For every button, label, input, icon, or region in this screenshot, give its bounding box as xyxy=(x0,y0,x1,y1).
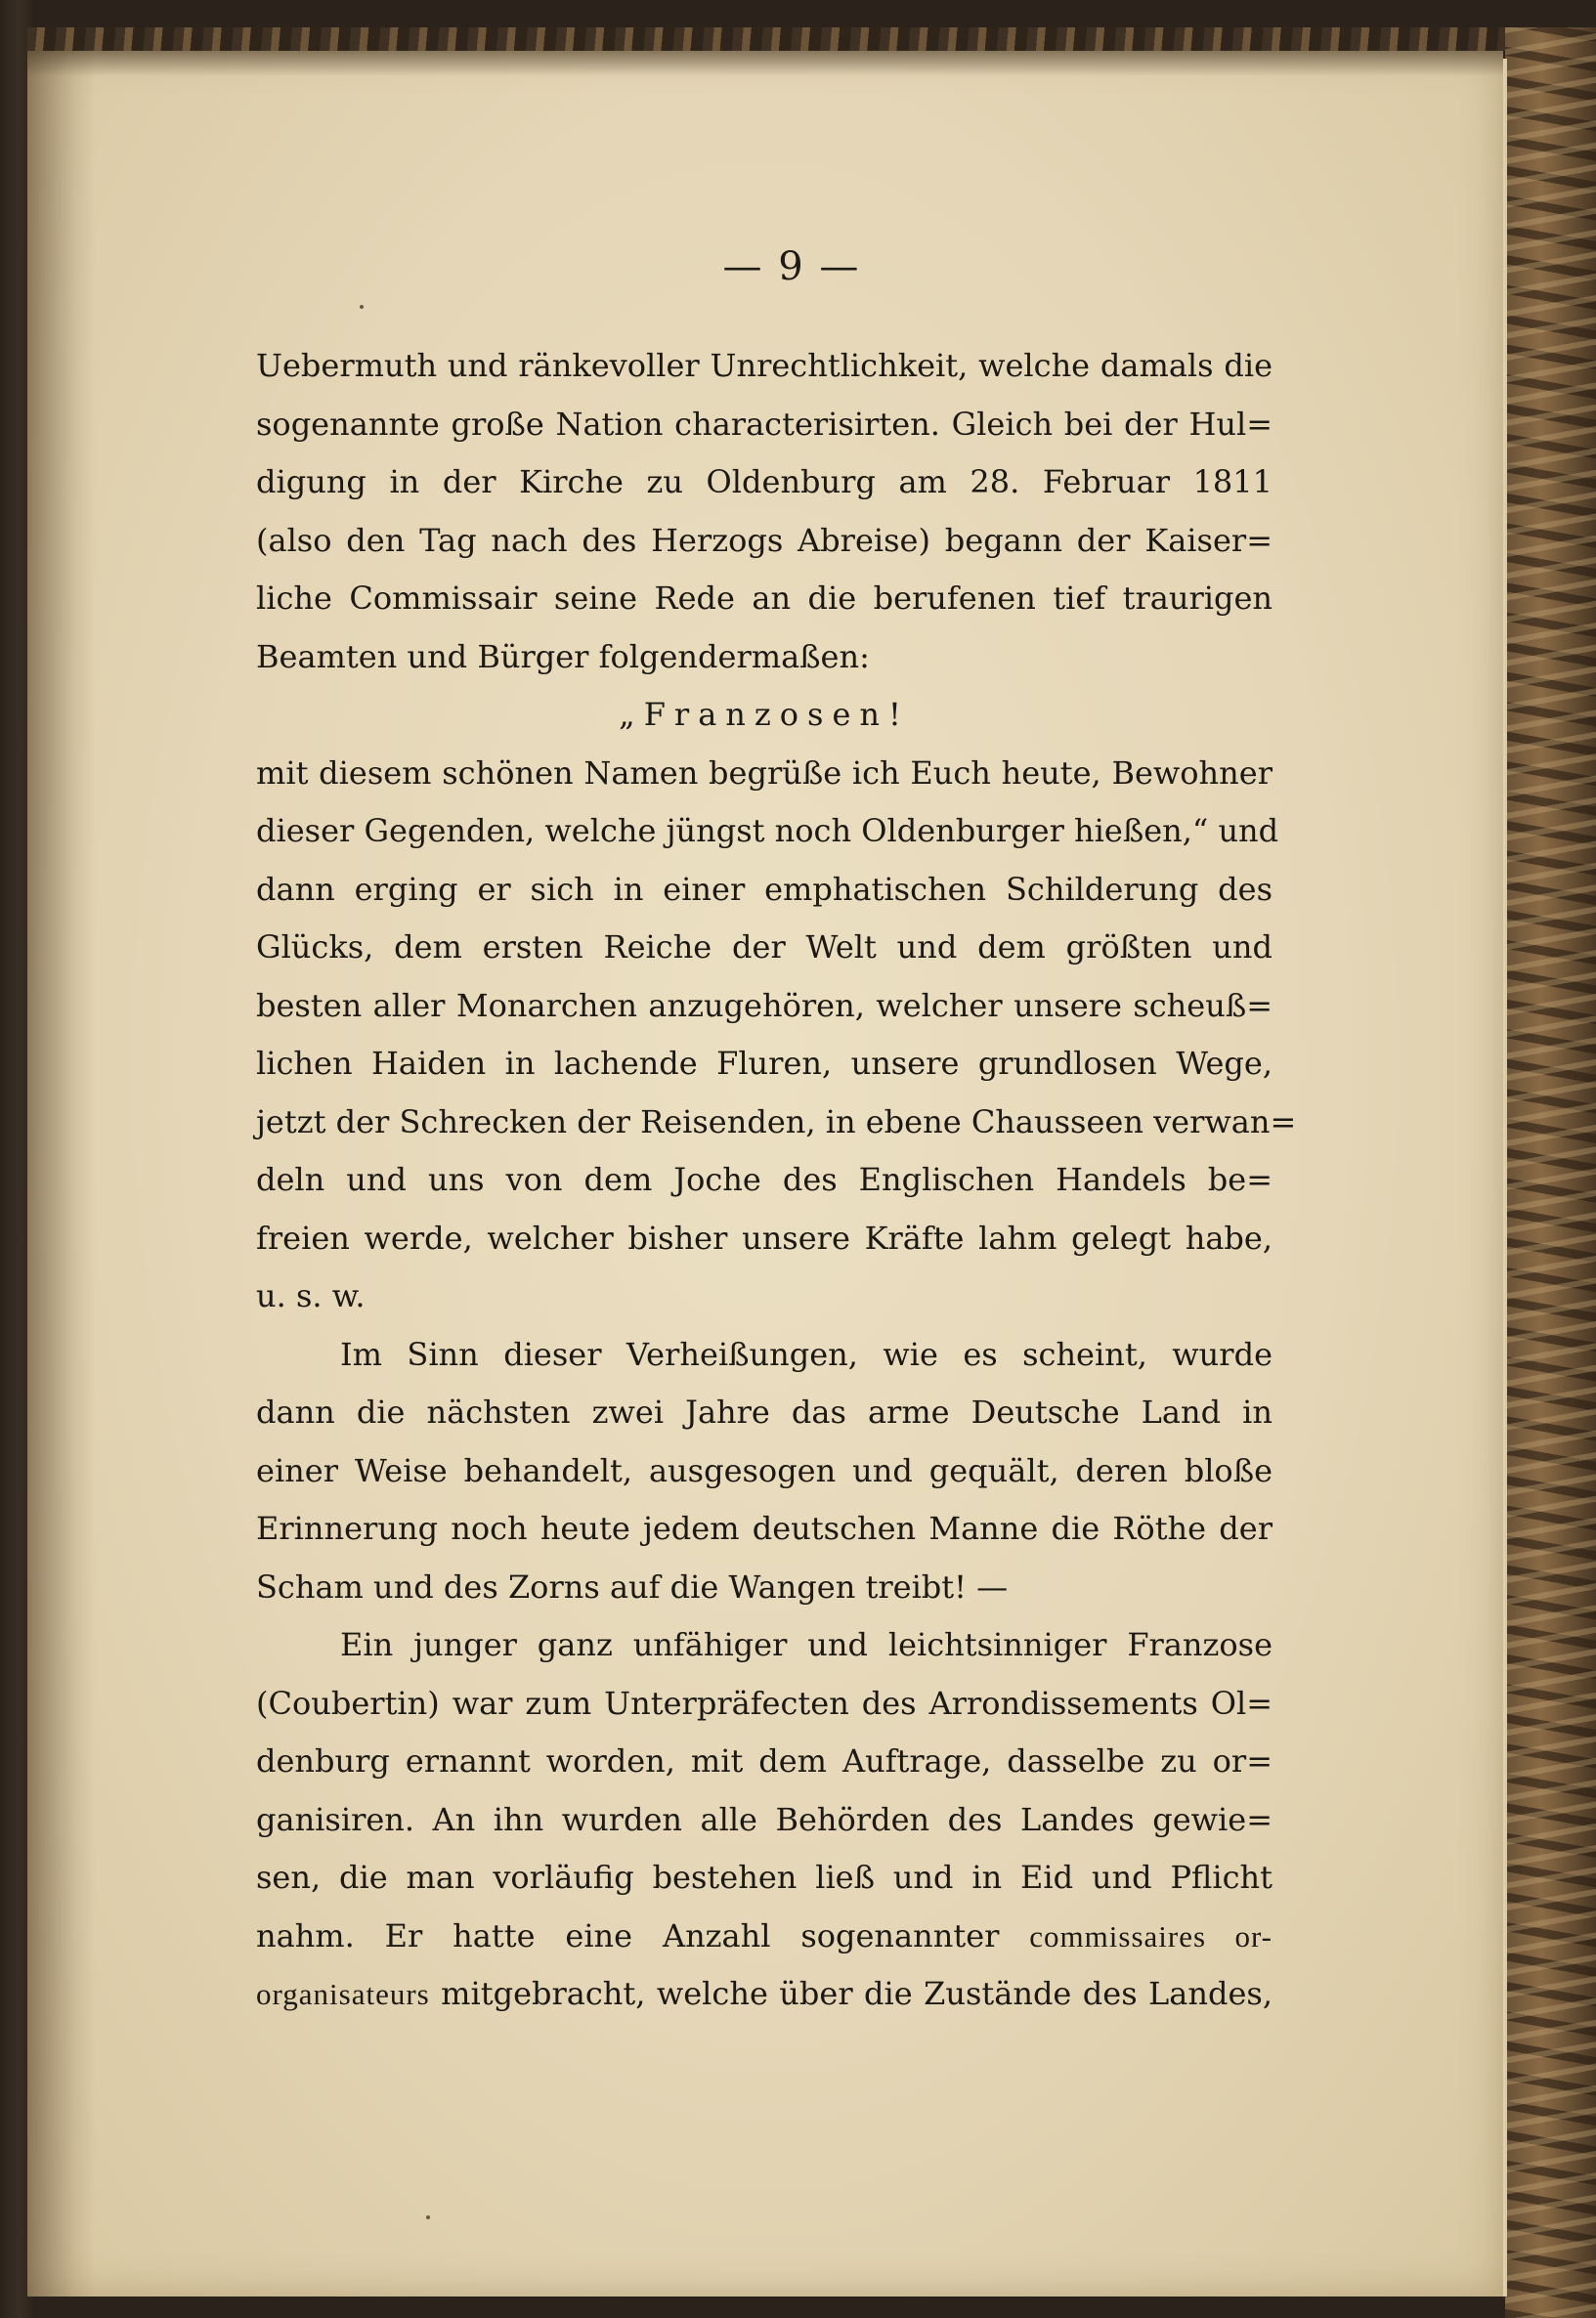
text-span: nahm. Er hatte eine Anzahl sogenannter xyxy=(256,1916,1030,1954)
text-line: dieser Gegenden, welche jüngst noch Oldenburger hießen,“ und xyxy=(256,812,1279,849)
text-line: denburg ernannt worden, mit dem Auftrage, dasselbe zu or= xyxy=(256,1742,1272,1780)
paper-speck xyxy=(426,2215,430,2219)
page-gutter xyxy=(27,51,96,2297)
text-line: freien werde, welcher bisher unsere Kräfte lahm gelegt habe, xyxy=(256,1219,1272,1257)
text-line: Glücks, dem ersten Reiche der Welt und dem größten und xyxy=(256,928,1272,966)
text-line: Uebermuth und ränkevoller Unrechtlichkeit, welche damals die xyxy=(256,347,1272,384)
text-line: „Franzosen! xyxy=(619,696,910,733)
text-line: sen, die man vorläufig bestehen ließ und in Eid und Pflicht xyxy=(256,1859,1272,1896)
text-line: u. s. w. xyxy=(256,1277,366,1314)
text-line: Erinnerung noch heute jedem deutschen Manne die Röthe der xyxy=(256,1510,1272,1547)
text-line: mit diesem schönen Namen begrüße ich Euch heute, Bewohner xyxy=(256,753,1272,792)
text-line: (Coubertin) war zum Unterpräfecten des Arrondissements Ol= xyxy=(256,1684,1272,1722)
page-top-shadow xyxy=(27,51,1503,76)
text-line: digung in der Kirche zu Oldenburg am 28. Februar 1811 xyxy=(256,463,1272,500)
text-line: einer Weise behandelt, ausgesogen und gequält, deren bloße xyxy=(256,1451,1272,1489)
text-line: lichen Haiden in lachende Fluren, unsere grundlosen Wege, xyxy=(256,1045,1272,1082)
paper-speck xyxy=(360,305,364,309)
latin-text: organisateurs xyxy=(256,1977,430,2011)
text-line: dann die nächsten zwei Jahre das arme Deutsche Land in xyxy=(256,1394,1272,1431)
text-line: Scham und des Zorns auf die Wangen treibt! — xyxy=(256,1567,1009,1606)
text-line: jetzt der Schrecken der Reisenden, in ebene Chausseen verwan= xyxy=(256,1102,1297,1140)
text-line: sogenannte große Nation characterisirten. Gleich bei der Hul= xyxy=(256,405,1272,443)
latin-text: commissaires or- xyxy=(1029,1918,1273,1953)
text-line xyxy=(256,1965,1272,2024)
text-span: mitgebracht, welche über die Zustände des Landes, xyxy=(429,1975,1272,2012)
cover-top-edge xyxy=(27,27,1591,51)
text-line xyxy=(256,1908,1272,1966)
text-line: Beamten und Bürger folgendermaßen: xyxy=(256,637,870,675)
text-line: ganisiren. An ihn wurden alle Behörden des Landes gewie= xyxy=(256,1800,1272,1838)
marbled-cover xyxy=(1505,27,1596,2318)
text-line: besten aller Monarchen anzugehören, welcher unsere scheuß= xyxy=(256,986,1272,1024)
text-line: Ein junger ganz unfähiger und leichtsinniger Franzose xyxy=(340,1626,1272,1663)
text-line: deln und uns von dem Joche des Englischen Handels be= xyxy=(256,1161,1272,1198)
text-line: dann erging er sich in einer emphatischen Schilderung des xyxy=(256,870,1272,908)
body-text xyxy=(256,337,1297,2024)
text-line: (also den Tag nach des Herzogs Abreise) begann der Kaiser= xyxy=(256,521,1272,559)
page-number: — 9 — xyxy=(722,244,861,289)
text-line: Im Sinn dieser Verheißungen, wie es scheint, wurde xyxy=(340,1335,1272,1373)
text-line: liche Commissair seine Rede an die berufenen tief traurigen xyxy=(256,580,1272,617)
